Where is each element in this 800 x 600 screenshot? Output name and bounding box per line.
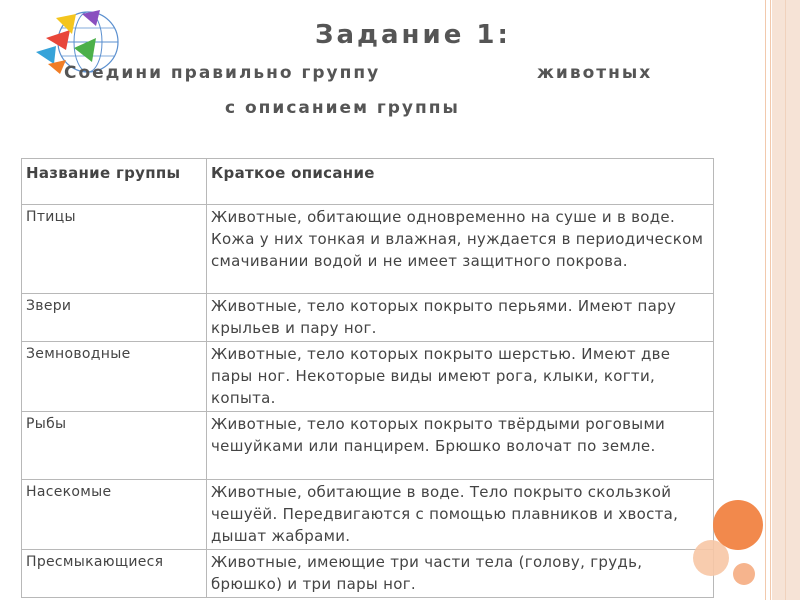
decorative-circle [713,500,763,550]
decorative-circle [733,563,755,585]
description-cell: Животные, обитающие одновременно на суше и в воде. Кожа у них тонкая и влажная, нуждается в периодическом смачивании водой и не имеет защитного покрова. [207,205,714,294]
description-cell: Животные, тело которых покрыто шерстью. Имеют две пары ног. Некоторые виды имеют рога, клыки, когти, копыта. [207,342,714,412]
table-header-row [22,159,714,205]
task-instruction: Cоедини правильно группу [64,63,381,83]
group-name-cell: Пресмыкающиеся [22,550,207,598]
group-name-cell: Земноводные [22,342,207,412]
group-name-cell: Рыбы [22,412,207,480]
description-cell: Животные, обитающие в воде. Тело покрыто скользкой чешуёй. Передвигаются с помощью плавников и хвоста, дышат жабрами. [207,480,714,550]
group-name-cell: Насекомые [22,480,207,550]
decorative-line [765,0,766,600]
table-row [22,205,714,294]
column-header-description: Краткое описание [207,159,714,205]
task-instruction-continued: животных [537,63,653,83]
decorative-band [772,0,800,600]
description-cell: Животные, имеющие три части тела (голову, грудь, брюшко) и три пары ног. [207,550,714,598]
description-cell: Животные, тело которых покрыто твёрдыми роговыми чешуйками или панцирем. Брюшко волочат по земле. [207,412,714,480]
animal-groups-table [21,158,714,598]
column-header-group: Название группы [22,159,207,205]
table-row [22,294,714,342]
task-instruction-line2: с описанием группы [225,98,460,118]
page-title: Задание 1: [315,20,511,50]
decorative-line [770,0,771,600]
table-row [22,342,714,412]
group-name-cell: Птицы [22,205,207,294]
table-row [22,550,714,598]
decorative-line [785,0,786,600]
description-cell: Животные, тело которых покрыто перьями. Имеют пару крыльев и пару ног. [207,294,714,342]
table-row [22,480,714,550]
group-name-cell: Звери [22,294,207,342]
table-row [22,412,714,480]
